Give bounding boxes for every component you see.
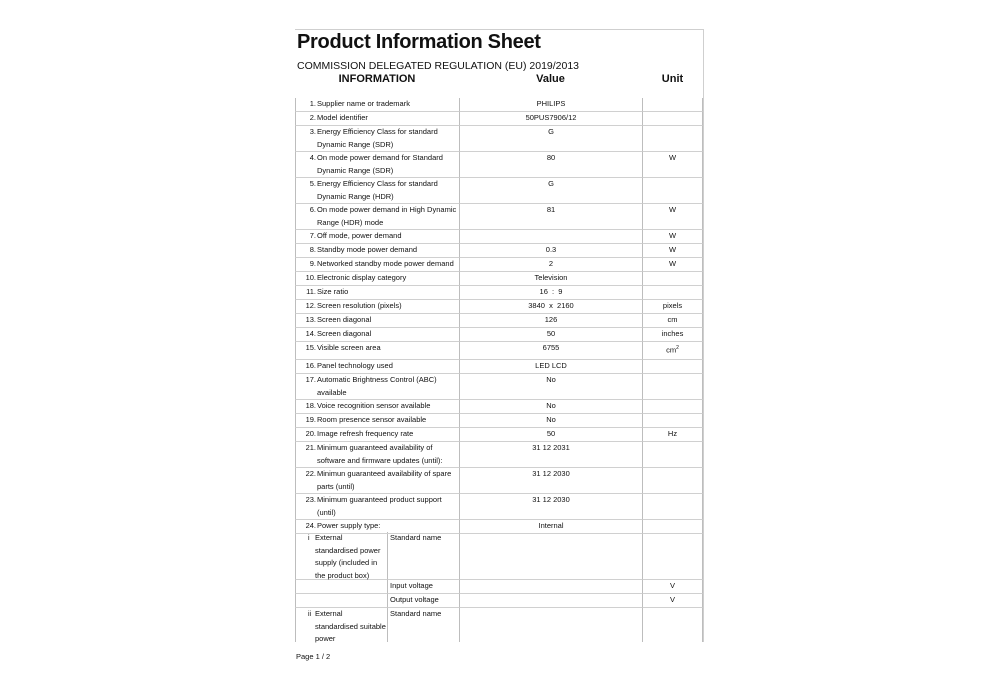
table-row <box>295 520 703 534</box>
table-row <box>295 300 703 314</box>
row-label: Off mode, power demand <box>317 231 402 240</box>
table-row <box>295 152 703 178</box>
row-value: Internal <box>459 520 642 534</box>
row-number: 24. <box>305 521 316 530</box>
row-label: Visible screen area <box>317 343 381 352</box>
row-number: 8. <box>309 245 316 254</box>
row-unit <box>642 442 703 468</box>
supply-i-block <box>295 532 703 580</box>
input-voltage-label: Input voltage <box>387 580 459 594</box>
header-unit: Unit <box>661 73 684 85</box>
row-value: 0.3 <box>459 244 642 258</box>
row-label: Room presence sensor available <box>317 415 427 424</box>
row-unit <box>642 272 703 286</box>
table-row <box>295 230 703 244</box>
row-value: LED LCD <box>459 360 642 374</box>
regulation-subtitle: COMMISSION DELEGATED REGULATION (EU) 2019/2013 <box>297 60 580 72</box>
row-value: G <box>459 126 642 152</box>
row-unit <box>642 286 703 300</box>
row-label: Minimun guaranteed availability of spare parts (until) <box>317 469 452 491</box>
table-row <box>295 126 703 152</box>
row-value: No <box>459 400 642 414</box>
supply-i-input-voltage-row <box>295 580 703 594</box>
row-unit <box>642 520 703 534</box>
row-label: Image refresh frequency rate <box>317 429 414 438</box>
row-unit <box>642 414 703 428</box>
output-voltage-unit: V <box>642 594 703 608</box>
row-number: 1. <box>309 99 316 108</box>
row-value: 31 12 2031 <box>459 442 642 468</box>
row-label: Electronic display category <box>317 273 407 282</box>
row-value: 81 <box>459 204 642 230</box>
row-number: 18. <box>305 401 316 410</box>
row-label: Minimum guaranteed availability of software and firmware updates (until): <box>317 443 443 465</box>
row-unit: cm <box>642 314 703 328</box>
table-row <box>295 244 703 258</box>
row-unit <box>642 400 703 414</box>
row-label: Panel technology used <box>317 361 393 370</box>
row-value: 31 12 2030 <box>459 494 642 520</box>
row-value: No <box>459 374 642 400</box>
row-value: G <box>459 178 642 204</box>
row-number: 19. <box>305 415 316 424</box>
row-number: 20. <box>305 429 316 438</box>
row-number: 22. <box>305 469 316 478</box>
row-number: 9. <box>309 259 316 268</box>
row-unit <box>642 178 703 204</box>
row-value: 31 12 2030 <box>459 468 642 494</box>
row-unit <box>642 468 703 494</box>
page-title: Product Information Sheet <box>297 31 541 53</box>
supply-ii-label: External standardised suitable power <box>315 609 386 643</box>
row-unit <box>642 98 703 112</box>
row-unit: W <box>642 204 703 230</box>
header-value: Value <box>536 73 565 85</box>
table-row <box>295 98 703 112</box>
table-row <box>295 442 703 468</box>
row-label: Screen diagonal <box>317 315 372 324</box>
row-unit <box>642 494 703 520</box>
table-row <box>295 112 703 126</box>
table-row <box>295 494 703 520</box>
row-label: Standby mode power demand <box>317 245 418 254</box>
row-label: On mode power demand in High Dynamic Range (HDR) mode <box>317 205 457 227</box>
row-unit: inches <box>642 328 703 342</box>
table-row <box>295 428 703 442</box>
supply-i-label: External standardised power supply (included in the product box) <box>315 533 381 580</box>
row-unit: Hz <box>642 428 703 442</box>
row-label: Screen diagonal <box>317 329 372 338</box>
row-value: 16 : 9 <box>459 286 642 300</box>
table-row <box>295 374 703 400</box>
row-value: Television <box>459 272 642 286</box>
row-unit: W <box>642 230 703 244</box>
row-value: 126 <box>459 314 642 328</box>
table-row <box>295 400 703 414</box>
row-number: 3. <box>309 127 316 136</box>
row-unit <box>642 112 703 126</box>
row-label: Minimum guaranteed product support (until) <box>317 495 442 517</box>
row-number: 10. <box>305 273 316 282</box>
row-number: 16. <box>305 361 316 370</box>
table-row <box>295 314 703 328</box>
row-unit <box>642 374 703 400</box>
row-unit: W <box>642 244 703 258</box>
row-unit: pixels <box>642 300 703 314</box>
row-number: 6. <box>309 205 316 214</box>
row-value: 2 <box>459 258 642 272</box>
supply-ii-roman: ii <box>308 611 312 618</box>
product-information-sheet <box>295 29 704 642</box>
supply-i-roman: i <box>308 535 310 542</box>
supply-i-standard-name: Standard name <box>387 532 459 580</box>
row-unit: W <box>642 152 703 178</box>
row-number: 14. <box>305 329 316 338</box>
row-value: No <box>459 414 642 428</box>
table-row <box>295 360 703 374</box>
row-number: 15. <box>305 343 316 352</box>
row-number: 12. <box>305 301 316 310</box>
row-label: Model identifier <box>317 113 368 122</box>
row-unit <box>642 126 703 152</box>
row-number: 7. <box>309 231 316 240</box>
row-number: 4. <box>309 153 316 162</box>
row-label: Power supply type: <box>317 521 381 530</box>
table-row <box>295 258 703 272</box>
unit-superscript: 2 <box>676 345 679 351</box>
row-unit: $cm^2$ <box>642 342 703 360</box>
row-label: Automatic Brightness Control (ABC) available <box>317 375 437 397</box>
table-row <box>295 286 703 300</box>
supply-ii-standard-name: Standard name <box>387 608 459 642</box>
row-number: 13. <box>305 315 316 324</box>
row-label: Voice recognition sensor available <box>317 401 431 410</box>
row-label: Energy Efficiency Class for standard Dynamic Range (SDR) <box>317 127 438 149</box>
page-number: Page 1 / 2 <box>296 652 331 661</box>
row-label: Size ratio <box>317 287 349 296</box>
header-information: INFORMATION <box>338 73 416 85</box>
row-label: Energy Efficiency Class for standard Dynamic Range (HDR) <box>317 179 438 201</box>
row-unit: W <box>642 258 703 272</box>
table-row <box>295 468 703 494</box>
row-number: 21. <box>305 443 316 452</box>
supply-ii-block <box>295 608 703 642</box>
row-label: Screen resolution (pixels) <box>317 301 402 310</box>
row-number: 23. <box>305 495 316 504</box>
row-value: 3840 x 2160 <box>459 300 642 314</box>
row-value: 50 <box>459 328 642 342</box>
row-value: 6755 <box>459 342 642 360</box>
row-label: On mode power demand for Standard Dynamic Range (SDR) <box>317 153 443 175</box>
table-row <box>295 204 703 230</box>
table-row <box>295 272 703 286</box>
row-value: 50PUS7906/12 <box>459 112 642 126</box>
table-row <box>295 414 703 428</box>
output-voltage-label: Output voltage <box>387 594 459 608</box>
table-row <box>295 178 703 204</box>
row-number: 5. <box>309 179 316 188</box>
row-value <box>459 230 642 244</box>
row-value: 80 <box>459 152 642 178</box>
row-unit <box>642 360 703 374</box>
row-number: 2. <box>309 113 316 122</box>
table-row <box>295 342 703 360</box>
row-value: 50 <box>459 428 642 442</box>
row-value: PHILIPS <box>459 98 642 112</box>
supply-i-output-voltage-row <box>295 594 703 608</box>
row-number: 11. <box>306 287 316 296</box>
row-number: 17. <box>305 375 316 384</box>
table-row <box>295 328 703 342</box>
input-voltage-unit: V <box>642 580 703 594</box>
row-label: Supplier name or trademark <box>317 99 410 108</box>
row-label: Networked standby mode power demand <box>317 259 454 268</box>
